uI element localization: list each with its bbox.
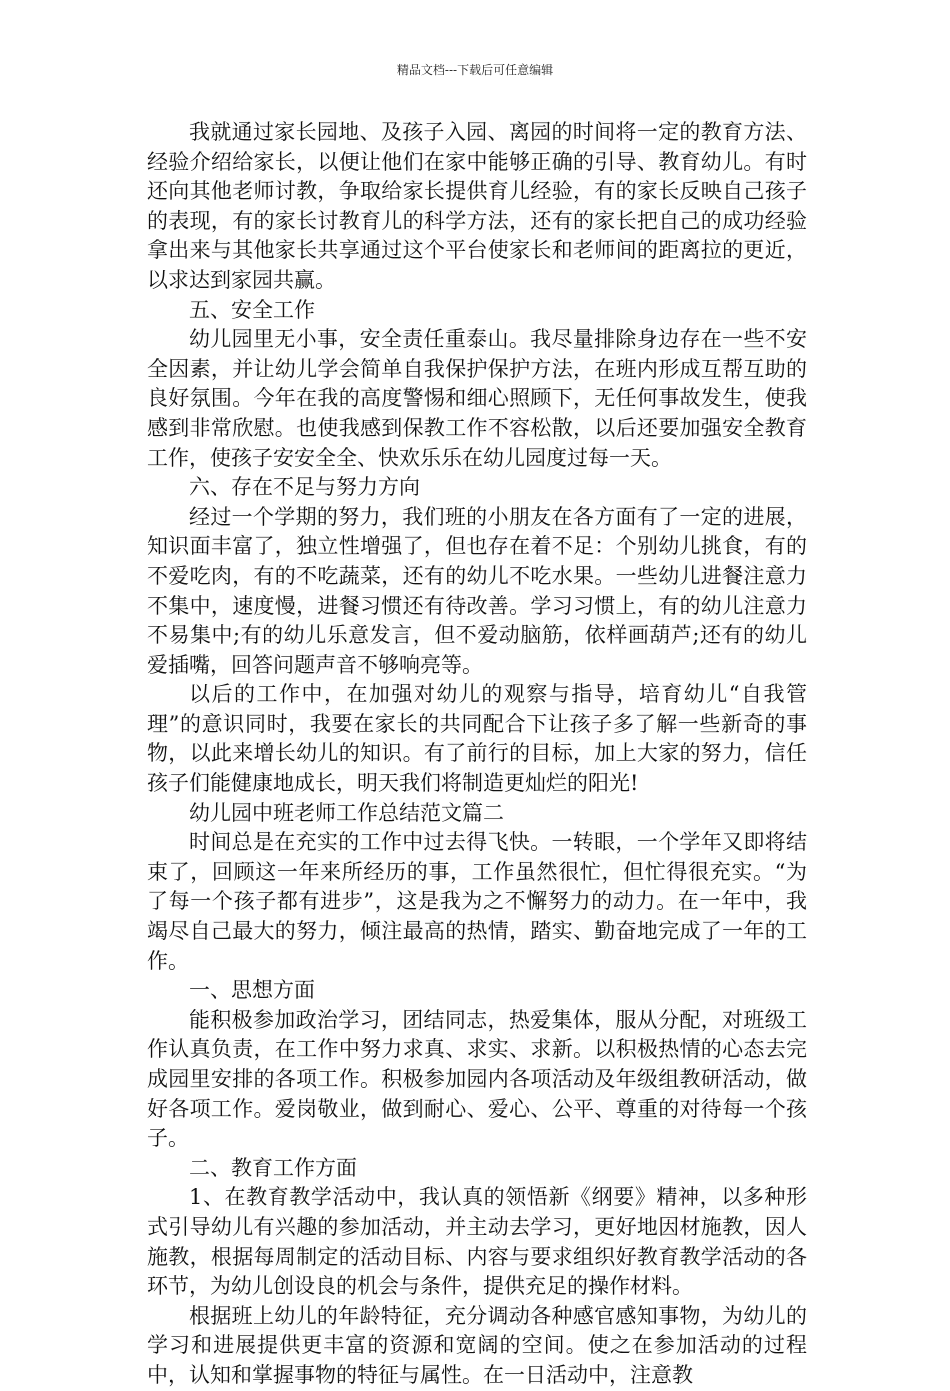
article-title-part-two: 幼儿园中班老师工作总结范文篇二 [189,800,504,825]
section-heading-safety: 五、安全工作 [189,297,315,322]
paragraph-home-cooperation: 我就通过家长园地、及孩子入园、离园的时间将一定的教育方法、经验介绍给家长，以便让他们在家中能够正确的引导、教育幼儿。有时还向其他老师讨教，争取给家长提供育儿经验，有的家长反映自己孩子的表现，有的家长讨教育儿的科学方法，还有的家长把自己的成功经验拿出来与其他家长共享通过这个平台使家长和老师间的距离拉的更近，以求达到家园共赢。 [147,120,807,292]
paragraph-safety: 幼儿园里无小事，安全责任重泰山。我尽量排除身边存在一些不安全因素，并让幼儿学会简单自我保护保护方法，在班内形成互帮互助的良好氛围。今年在我的高度警惕和细心照顾下，无任何事故发生，使我感到非常欣慰。也使我感到保教工作不容松散，以后还要加强安全教育工作，使孩子安安全全、快欢乐乐在幼儿园度过每一天。 [147,327,807,470]
section-heading-shortcomings: 六、存在不足与努力方向 [189,475,420,500]
page-header: 精品文档---下载后可任意编辑 [396,63,554,77]
paragraph-education-1: 1、在教育教学活动中，我认真的领悟新《纲要》精神，以多种形式引导幼儿有兴趣的参加活动，并主动去学习，更好地因材施教，因人施教，根据每周制定的活动目标、内容与要求组织好教育教学活动的各环节，为幼儿创设良的机会与条件，提供充足的操作材料。 [147,1185,807,1299]
paragraph-future-work: 以后的工作中，在加强对幼儿的观察与指导，培育幼儿“自我管理”的意识同时，我要在家长的共同配合下让孩子多了解一些新奇的事物，以此来增长幼儿的知识。有了前行的目标，加上大家的努力，信任孩子们能健康地成长，明天我们将制造更灿烂的阳光! [147,682,807,796]
section-heading-ideology: 一、思想方面 [189,978,315,1003]
paragraph-ideology: 能积极参加政治学习，团结同志，热爱集体，服从分配，对班级工作认真负责，在工作中努力求真、求实、求新。以积极热情的心态去完成园里安排的各项工作。积极参加园内各项活动及年级组教研活动，做好各项工作。爱岗敬业，做到耐心、爱心、公平、尊重的对待每一个孩子。 [147,1007,807,1151]
paragraph-education-2: 根据班上幼儿的年龄特征，充分调动各种感官感知事物，为幼儿的学习和进展提供更丰富的资源和宽阔的空间。使之在参加活动的过程中，认知和掌握事物的特征与属性。在一日活动中，注意教 [147,1303,807,1387]
paragraph-intro-part-two: 时间总是在充实的工作中过去得飞快。一转眼，一个学年又即将结束了，回顾这一年来所经历的事，工作虽然很忙，但忙得很充实。“为了每一个孩子都有进步”，这是我为之不懈努力的动力。在一年中，我竭尽自己最大的努力，倾注最高的热情，踏实、勤奋地完成了一年的工作。 [147,830,807,973]
paragraph-shortcomings: 经过一个学期的努力，我们班的小朋友在各方面有了一定的进展，知识面丰富了，独立性增强了，但也存在着不足：个别幼儿挑食，有的不爱吃肉，有的不吃蔬菜，还有的幼儿不吃水果。一些幼儿进餐注意力不集中，速度慢，进餐习惯还有待改善。学习习惯上，有的幼儿注意力不易集中;有的幼儿乐意发言，但不爱动脑筋，依样画葫芦;还有的幼儿爱插嘴，回答问题声音不够响亮等。 [147,504,807,677]
document-body [147,118,807,1391]
section-heading-education: 二、教育工作方面 [189,1155,357,1180]
